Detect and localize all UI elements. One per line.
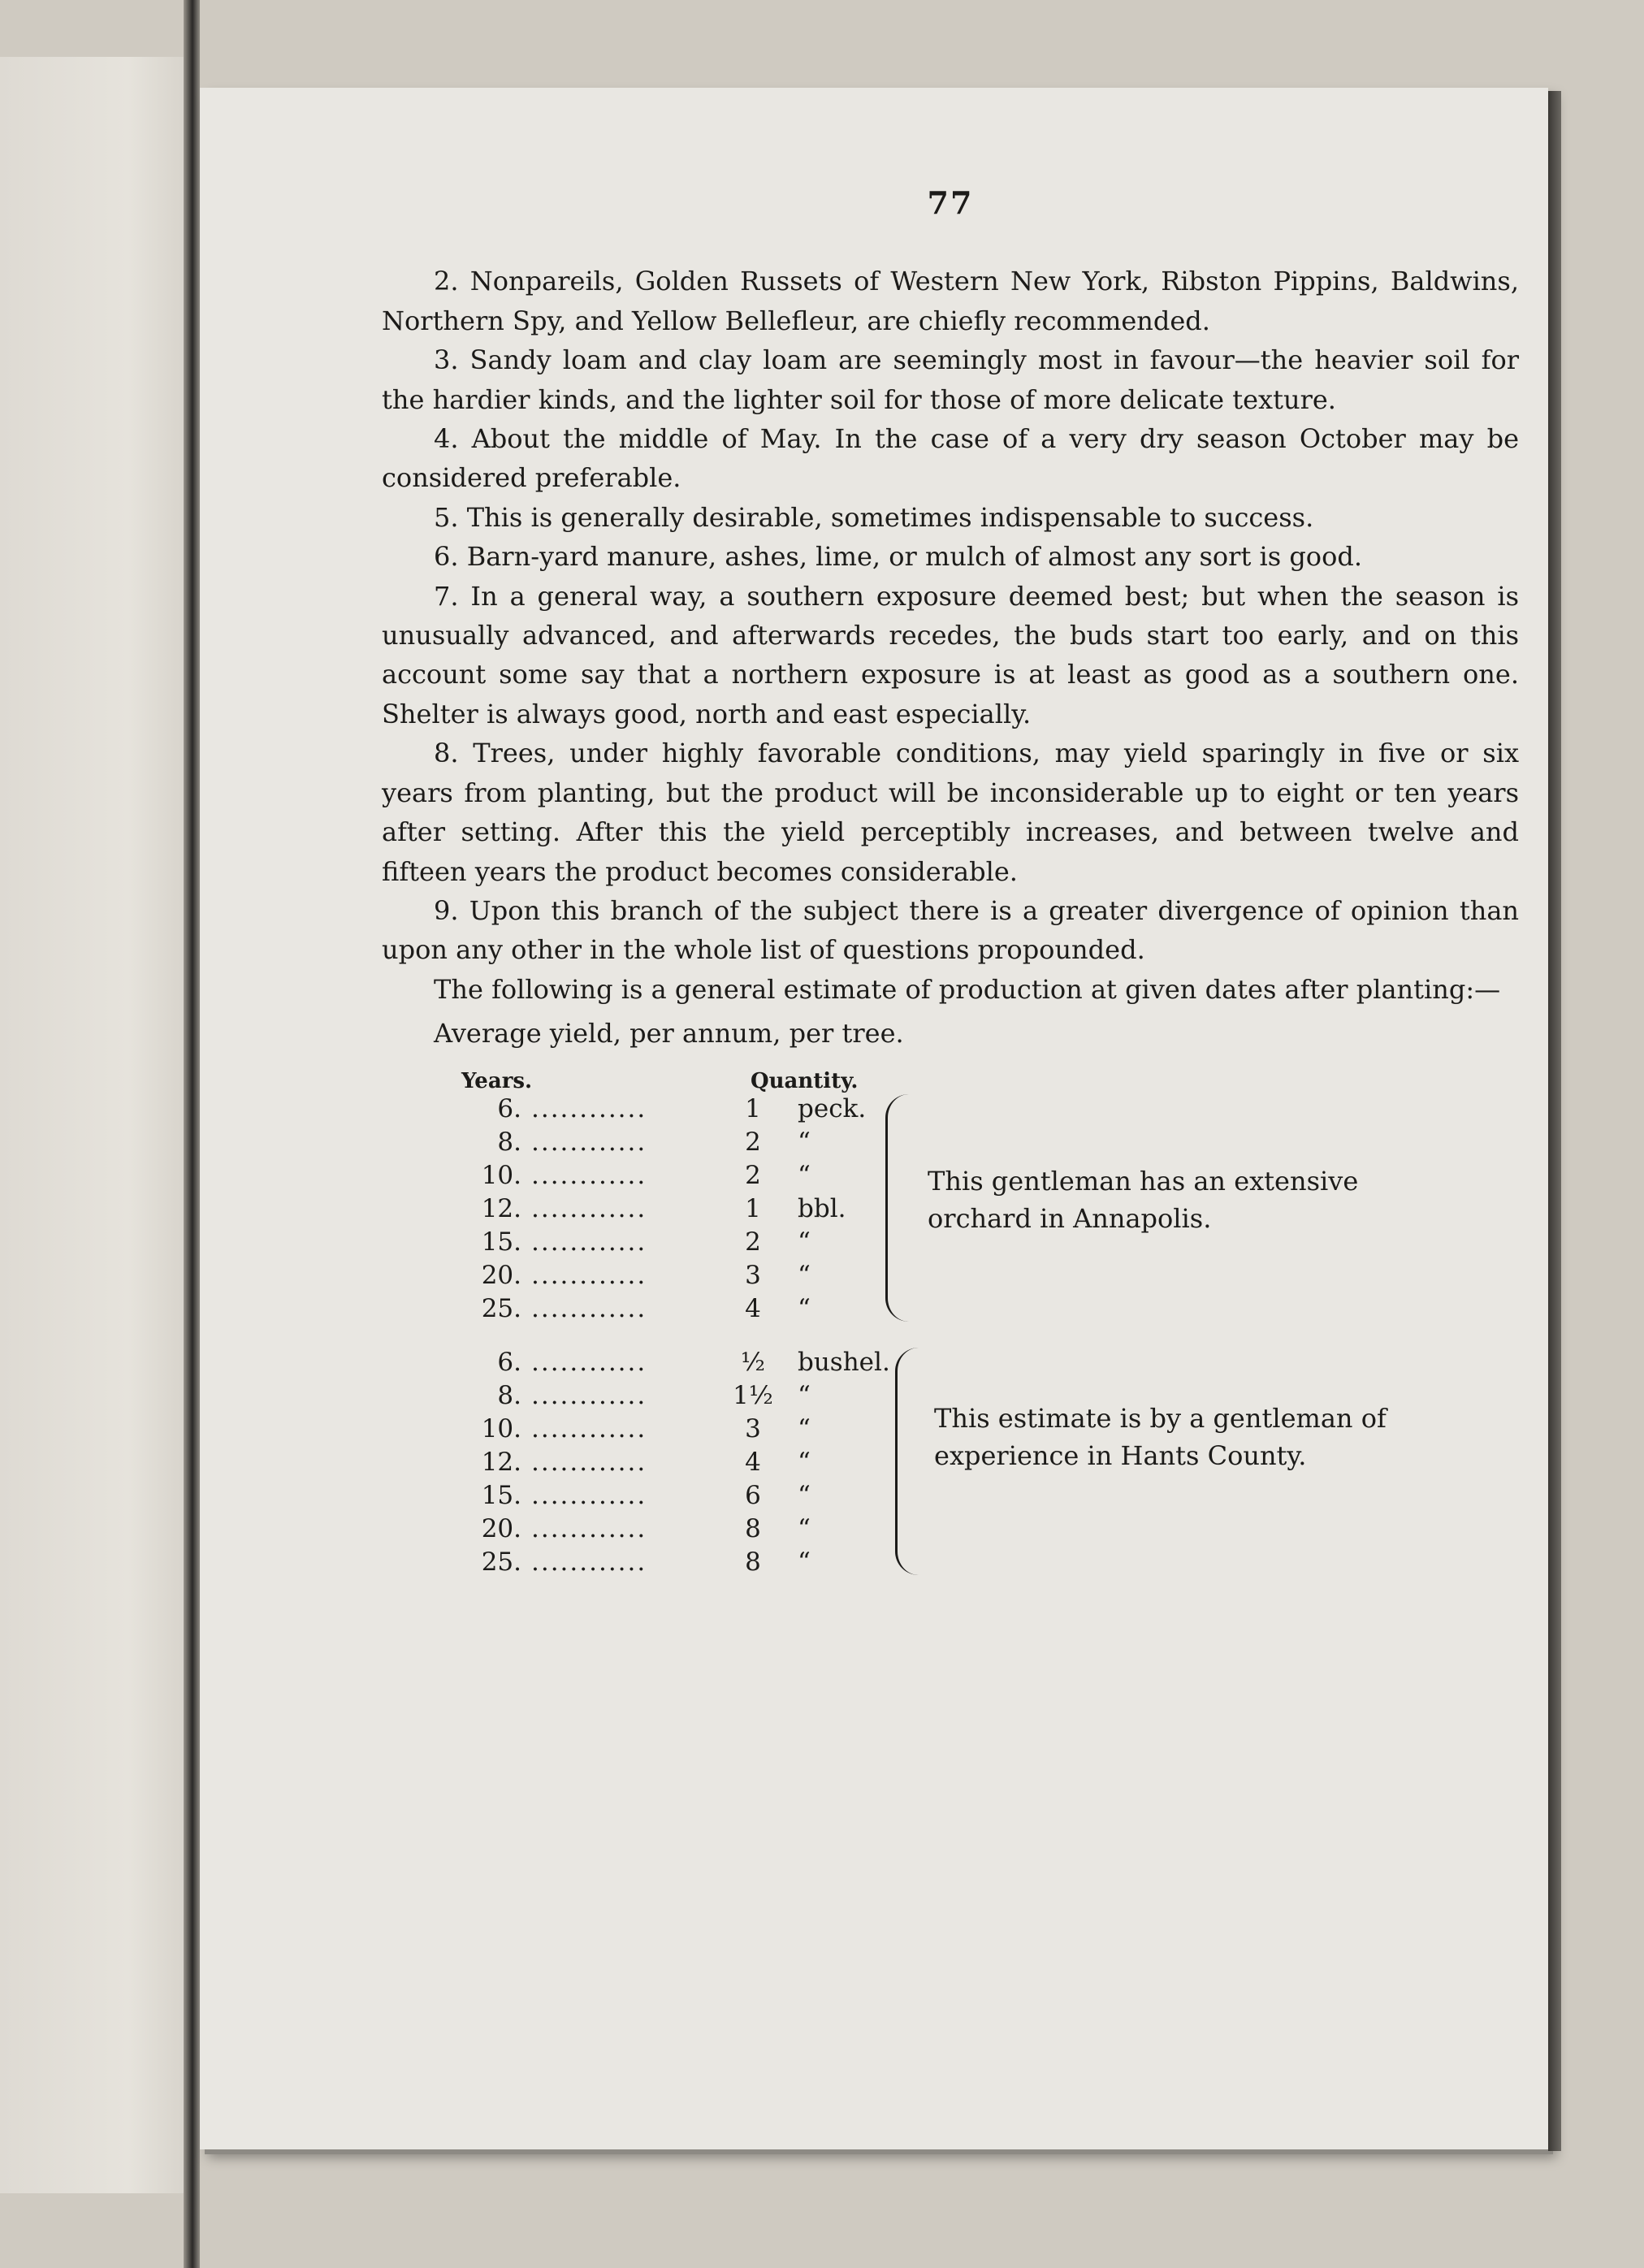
dot-leader: ............	[531, 1260, 647, 1290]
yield-table	[382, 1057, 1519, 1578]
dot-leader: ............	[531, 1513, 647, 1543]
year-cell: 20.	[481, 1513, 521, 1543]
unit-cell: “	[798, 1480, 811, 1510]
dot-leader: ............	[531, 1380, 647, 1410]
unit-cell: “	[798, 1380, 811, 1410]
estimate-group-annapolis	[382, 1089, 1519, 1325]
answer-5: 5. This is generally desirable, sometimes indispensable to success.	[434, 501, 1314, 533]
year-cell: 10.	[481, 1413, 521, 1443]
quantity-cell: 2	[745, 1160, 761, 1190]
year-cell: 20.	[481, 1260, 521, 1290]
quantity-cell: 4	[745, 1293, 761, 1323]
answer-4: 4. About the middle of May. In the case of a very dry season October may be considered preferable.	[382, 423, 1519, 494]
year-cell: 8.	[497, 1127, 521, 1157]
table-row	[382, 1256, 1519, 1288]
estimate-group-hants	[382, 1343, 1519, 1578]
table-row	[382, 1543, 1519, 1575]
answer-8: 8. Trees, under highly favorable conditions, may yield sparingly in five or six years from planting, but the product will be inconsiderable up to eight or ten years after setting. After this the yield perceptibly increases, and between twelve and fifteen years the product becomes considerable.	[382, 738, 1519, 887]
unit-cell: “	[798, 1160, 811, 1190]
table-row	[382, 1289, 1519, 1322]
dot-leader: ............	[531, 1127, 647, 1157]
quantity-cell: 2	[745, 1227, 761, 1257]
brace-hants	[895, 1348, 919, 1575]
quantity-cell: 3	[745, 1413, 761, 1443]
unit-cell: “	[798, 1127, 811, 1157]
unit-cell: “	[798, 1260, 811, 1290]
unit-cell: bbl.	[798, 1193, 846, 1223]
table-caption: Average yield, per annum, per tree.	[434, 1018, 904, 1050]
brace-annapolis	[885, 1094, 909, 1322]
facing-page-edge	[0, 57, 184, 2193]
year-cell: 8.	[497, 1380, 521, 1410]
dot-leader: ............	[531, 1547, 647, 1577]
answer-7: 7. In a general way, a southern exposure deemed best; but when the season is unusually advanced, and afterwards recedes, the buds start too early, and on this account some say that a northern exposure is at least as good as a southern one. Shelter is always good, north and east especially.	[382, 580, 1519, 729]
page-content	[200, 88, 1548, 2149]
dot-leader: ............	[531, 1293, 647, 1323]
year-cell: 25.	[481, 1547, 521, 1577]
dot-leader: ............	[531, 1093, 647, 1123]
dot-leader: ............	[531, 1160, 647, 1190]
dot-leader: ............	[531, 1347, 647, 1377]
quantity-cell: 1	[745, 1093, 761, 1123]
dot-leader: ............	[531, 1413, 647, 1443]
table-row	[382, 1089, 1519, 1122]
quantity-cell: 1½	[733, 1380, 773, 1410]
unit-cell: “	[798, 1227, 811, 1257]
answer-2: 2. Nonpareils, Golden Russets of Western New York, Ribston Pippins, Baldwins, Northern Spy, and Yellow Bellefleur, are chiefly recommended.	[382, 266, 1519, 336]
year-cell: 25.	[481, 1293, 521, 1323]
year-cell: 6.	[497, 1093, 521, 1123]
unit-cell: “	[798, 1447, 811, 1477]
table-row	[382, 1476, 1519, 1508]
quantity-cell: 1	[745, 1193, 761, 1223]
estimate-intro: The following is a general estimate of production at given dates after planting:—	[434, 973, 1501, 1005]
page-edge-shadow	[1548, 91, 1561, 2151]
dot-leader: ............	[531, 1447, 647, 1477]
dot-leader: ............	[531, 1480, 647, 1510]
quantity-cell: 8	[745, 1547, 761, 1577]
year-cell: 6.	[497, 1347, 521, 1377]
years-column-header: Years.	[461, 1068, 533, 1093]
unit-cell: “	[798, 1513, 811, 1543]
note-hants: This estimate is by a gentleman of experience in Hants County.	[934, 1402, 1387, 1471]
year-cell: 12.	[481, 1193, 521, 1223]
page-text	[382, 184, 1519, 1578]
year-cell: 15.	[481, 1227, 521, 1257]
year-cell: 12.	[481, 1447, 521, 1477]
answer-9: 9. Upon this branch of the subject there is a greater divergence of opinion than upon any other in the whole list of questions propounded.	[382, 894, 1519, 966]
book-gutter	[184, 0, 200, 2268]
quantity-cell: 6	[745, 1480, 761, 1510]
quantity-cell: 4	[745, 1447, 761, 1477]
answer-3: 3. Sandy loam and clay loam are seemingly most in favour—the heavier soil for the hardier kinds, and the lighter soil for those of more delicate texture.	[382, 344, 1519, 415]
unit-cell: peck.	[798, 1093, 867, 1123]
quantity-cell: 3	[745, 1260, 761, 1290]
dot-leader: ............	[531, 1227, 647, 1257]
page-number: 77	[927, 184, 974, 221]
unit-cell: “	[798, 1413, 811, 1443]
table-row	[382, 1123, 1519, 1155]
year-cell: 15.	[481, 1480, 521, 1510]
quantity-column-header: Quantity.	[751, 1068, 859, 1093]
unit-cell: bushel.	[798, 1347, 890, 1377]
unit-cell: “	[798, 1293, 811, 1323]
quantity-cell: ½	[740, 1347, 766, 1377]
dot-leader: ............	[531, 1193, 647, 1223]
table-row	[382, 1343, 1519, 1375]
answer-6: 6. Barn-yard manure, ashes, lime, or mulch of almost any sort is good.	[434, 541, 1362, 573]
note-annapolis: This gentleman has an extensive orchard in Annapolis.	[928, 1165, 1359, 1234]
year-cell: 10.	[481, 1160, 521, 1190]
table-row	[382, 1509, 1519, 1542]
unit-cell: “	[798, 1547, 811, 1577]
table-header	[382, 1057, 1519, 1093]
quantity-cell: 8	[745, 1513, 761, 1543]
quantity-cell: 2	[745, 1127, 761, 1157]
